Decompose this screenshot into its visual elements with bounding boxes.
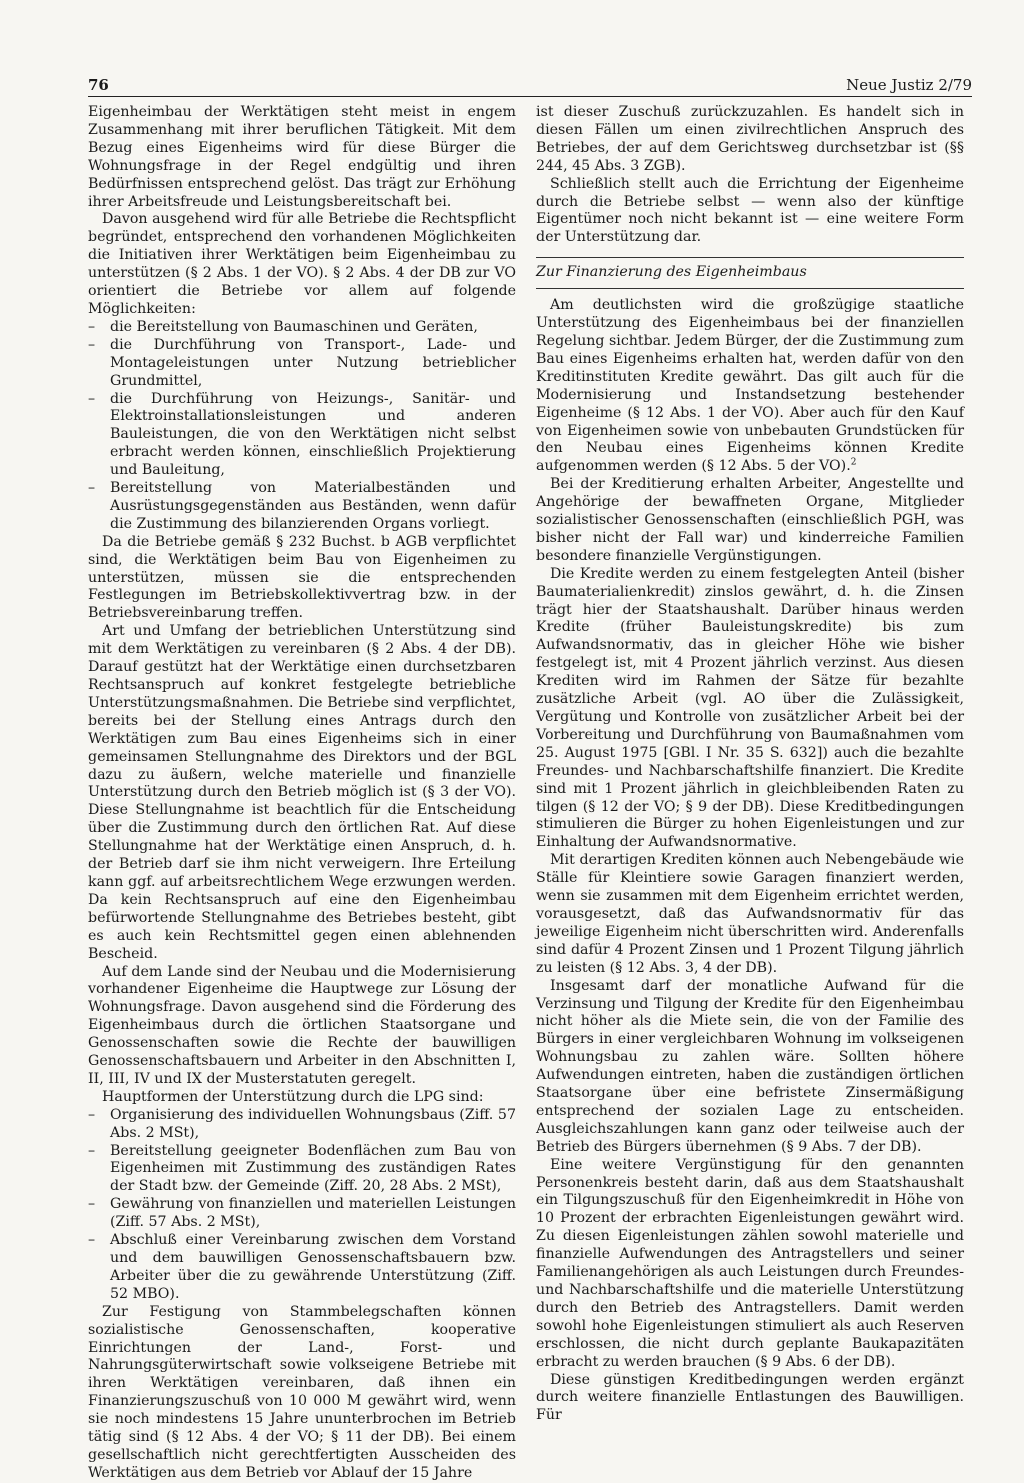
list-item: [88, 480, 516, 534]
list-item-text: Bereitstellung geeigneter Bodenflächen zum Bau von Eigenheimen mit Zustimmung des zuständigen Rates der Stadt bzw. der Gemeinde (Ziff. 20, 28 Abs. 2 MSt),: [110, 1142, 516, 1195]
footnote-marker[interactable]: 2: [850, 457, 857, 468]
dash-bullet: –: [88, 1232, 96, 1249]
paragraph: Bei der Kreditierung erhalten Arbeiter, Angestellte und Angehörige der bewaffneten Organe, Mitglieder sozialistischer Genossenschaften (einschließlich PGH, was bisher nicht der Fall war) und kinderreiche Familien besondere finanzielle Vergünstigungen.: [536, 476, 964, 564]
paragraph: Schließlich stellt auch die Errichtung der Eigenheime durch die Betriebe selbst — wenn also der künftige Eigentümer noch nicht bekannt ist — eine weitere Form der Unterstützung dar.: [536, 175, 964, 246]
header-rule: [88, 96, 972, 97]
paragraph: Mit derartigen Krediten können auch Nebengebäude wie Ställe für Kleintiere sowie Garagen finanziert werden, wenn sie zusammen mit dem Eigenheim errichtet werden, vorausgesetzt, daß das Aufwandsnormativ für das jeweilige Eigenheim nicht überschritten wird. Anderenfalls sind dafür 4 Prozent Zinsen und 1 Prozent Tilgung jährlich zu leisten (§ 12 Abs. 3, 4 der DB).: [536, 852, 964, 976]
list-item: [88, 337, 516, 391]
section-rule: [536, 257, 964, 258]
dash-bullet: –: [88, 1106, 96, 1123]
page-number: 76: [88, 76, 109, 94]
paragraph: Eigenheimbau der Werktätigen steht meist in engem Zusammenhang mit ihrer beruflichen Tätigkeit. Mit dem Bezug eines Eigenheims wird für diese Bürger die Wohnungsfrage in der Regel endgültig und ihren Bedürfnissen entsprechend gelöst. Das trägt zur Erhöhung ihrer Arbeitsfreude und Leistungsbereitschaft bei.: [88, 104, 516, 210]
section-heading-block: [536, 257, 964, 289]
list-item-text: Gewährung von finanziellen und materiellen Leistungen (Ziff. 57 Abs. 2 MSt),: [110, 1196, 516, 1231]
paragraph: Zur Festigung von Stammbelegschaften können sozialistische Genossenschaften, kooperative Einrichtungen der Land-, Forst- und Nahrungsgüterwirtschaft sowie volkseigene Betriebe mit ihren Werktätigen vereinbaren, daß ihnen ein Finanzierungszuschuß von 10 000 M gewährt wird, wenn sie noch mindestens 15 Jahre ununterbrochen im Betrieb tätig sind (§ 12 Abs. 4 der VO; § 11 der DB). Bei einem gesellschaftlich nicht gerechtfertigten Ausscheiden des Werktätigen aus dem Betrieb vor Ablauf der 15 Jahre: [88, 1303, 516, 1481]
list-item-text: Abschluß einer Vereinbarung zwischen dem Vorstand und dem bauwilligen Genossenschaftsbauern bzw. Arbeiter über die zu gewährende Unterstützung (Ziff. 52 MBO).: [110, 1232, 516, 1302]
paragraph: Art und Umfang der betrieblichen Unterstützung sind mit dem Werktätigen zu vereinbaren (§ 2 Abs. 4 der DB). Darauf gestützt hat der Werktätige einen durchsetzbaren Rechtsanspruch auf konkret festgelegte betriebliche Unterstützungsmaßnahmen. Die Betriebe sind verpflichtet, bereits bei der Stellung eines Antrags durch den Werktätigen zum Bau eines Eigenheims sich in einer gemeinsamen Stellungnahme des Direktors und der BGL dazu zu äußern, welche materielle und finanzielle Unterstützung durch den Betrieb möglich ist (§ 3 der VO). Diese Stellungnahme ist beachtlich für die Entscheidung über die Zustimmung durch den örtlichen Rat. Auf diese Stellungnahme hat der Werktätige einen Anspruch, d. h. der Betrieb darf sie ihm nicht verweigern. Ihre Erteilung kann ggf. auf arbeitsrechtlichem Wege erzwungen werden. Da kein Rechtsanspruch auf eine den Eigenheimbau befürwortende Stellungnahme des Betriebes besteht, gibt es auch kein Rechtsmittel gegen einen ablehnenden Bescheid.: [88, 623, 516, 962]
list-item-text: Organisierung des individuellen Wohnungsbaus (Ziff. 57 Abs. 2 MSt),: [110, 1106, 516, 1141]
paragraph: Insgesamt darf der monatliche Aufwand für die Verzinsung und Tilgung der Kredite für den Eigenheimbau nicht höher als die Miete sein, die von der Familie des Bürgers in einer vergleichbaren Wohnung im volkseigenen Wohnungsbau zu zahlen wäre. Sollten höhere Aufwendungen eintreten, haben die zuständigen örtlichen Staatsorgane über eine befristete Zinsermäßigung entsprechend der sozialen Lage zu entscheiden. Ausgleichszahlungen kann ganz oder teilweise auch der Betrieb des Bürgers übernehmen (§ 9 Abs. 7 der DB).: [536, 977, 964, 1155]
list-item: [88, 1232, 516, 1304]
paragraph: Da die Betriebe gemäß § 232 Buchst. b AGB verpflichtet sind, die Werktätigen beim Bau von Eigenheimen zu unterstützen, müssen sie die entsprechenden Festlegungen im Betriebskollektivvertrag bzw. in der Betriebsvereinbarung treffen.: [88, 533, 516, 622]
list-item: [88, 391, 516, 481]
dash-bullet: –: [88, 318, 96, 335]
list-item-text: die Durchführung von Heizungs-, Sanitär- und Elektroinstallationsleistungen und anderen Bauleistungen, die von den Werktätigen nicht selbst erbracht werden können, einschließlich Projektierung und Bauleitung,: [110, 390, 516, 479]
journal-issue: Neue Justiz 2/79: [846, 76, 972, 94]
dash-bullet: –: [88, 336, 96, 353]
list-item: [88, 1107, 516, 1143]
paragraph: Diese günstigen Kreditbedingungen werden ergänzt durch weitere finanzielle Entlastungen des Bauwilligen. Für: [536, 1371, 964, 1424]
paragraph: [536, 297, 964, 476]
dash-bullet: –: [88, 390, 96, 407]
section-rule: [536, 288, 964, 289]
dash-bullet: –: [88, 1196, 96, 1213]
paragraph: Auf dem Lande sind der Neubau und die Modernisierung vorhandener Eigenheime die Hauptwege zur Lösung der Wohnungsfrage. Davon ausgehend sind die Förderung des Eigenheimbaus durch die örtlichen Staatsorgane und Genossenschaften sowie die Rechte der bauwilligen Genossenschaftsbauern und Arbeiter in den Abschnitten I, II, III, IV und IX der Musterstatuten geregelt.: [88, 963, 516, 1087]
paragraph: Hauptformen der Unterstützung durch die LPG sind:: [102, 1088, 484, 1105]
list-item: [88, 1143, 516, 1197]
page-header: [88, 76, 972, 98]
section-heading: Zur Finanzierung des Eigenheimbaus: [536, 264, 807, 281]
list-item-text: Bereitstellung von Materialbeständen und Ausrüstungsgegenständen aus Beständen, wenn dafür die Zustimmung des bilanzierenden Organs vorliegt.: [110, 480, 516, 532]
bullet-list: [88, 319, 516, 534]
dash-bullet: –: [88, 480, 96, 497]
list-item-text: die Durchführung von Transport-, Lade- und Montageleistungen unter Nutzung betrieblicher Grundmittel,: [110, 336, 516, 389]
list-item: [88, 1196, 516, 1232]
list-item: [88, 319, 516, 337]
paragraph: Die Kredite werden zu einem festgelegten Anteil (bisher Baumaterialienkredit) zinslos gewährt, d. h. die Zinsen trägt hier der Staatshaushalt. Darüber hinaus werden Kredite (früher Bauleistungskredite) bis zum Aufwandsnormativ, das in gleicher Höhe wie bisher festgelegt ist, mit 4 Prozent jährlich verzinst. Aus diesen Krediten wird im Rahmen der Sätze für bezahlte zusätzliche Arbeit (vgl. AO über die Zulässigkeit, Vergütung und Kontrolle von zusätzlicher Arbeit bei der Vorbereitung und Durchführung von Baumaßnahmen vom 25. August 1975 [GBl. I Nr. 35 S. 632]) auch die bezahlte Freundes- und Nachbarschaftshilfe finanziert. Die Kredite sind mit 1 Prozent jährlich in gleichbleibenden Raten zu tilgen (§ 12 der VO; § 9 der DB). Diese Kreditbedingungen stimulieren die Bürger zu hohen Eigenleistungen und zur Einhaltung der Aufwandsnormative.: [536, 565, 964, 851]
paragraph: ist dieser Zuschuß zurückzuzahlen. Es handelt sich in diesen Fällen um einen zivilrechtlichen Anspruch des Betriebes, der auf dem Gerichtsweg durchsetzbar ist (§§ 244, 45 Abs. 3 ZGB).: [536, 104, 964, 174]
list-item-text: die Bereitstellung von Baumaschinen und Geräten,: [110, 318, 478, 335]
paragraph: Davon ausgehend wird für alle Betriebe die Rechtspflicht begründet, entsprechend den vorhandenen Möglichkeiten die Initiativen ihrer Werktätigen beim Eigenheimbau zu unterstützen (§ 2 Abs. 1 der VO). § 2 Abs. 4 der DB zur VO orientiert die Betriebe vor allem auf folgende Möglichkeiten:: [88, 211, 516, 317]
dash-bullet: –: [88, 1142, 96, 1159]
left-column: [88, 104, 516, 1483]
right-column: [536, 104, 964, 1425]
paragraph-text: Am deutlichsten wird die großzügige staatliche Unterstützung des Eigenheimbaus bei der finanziellen Regelung sichtbar. Jedem Bürger, der die Zustimmung zum Bau eines Eigenheims erhalten hat, werden dafür von den Kreditinstituten Kredite gewährt. Das gilt auch für die Modernisierung und Instandsetzung bestehender Eigenheime (§ 12 Abs. 1 der VO). Aber auch für den Kauf von Eigenheimen sowie von unbebauten Grundstücken für den Neubau eines Eigenheims können Kredite aufgenommen werden (§ 12 Abs. 5 der VO).: [536, 297, 964, 475]
bullet-list: [88, 1107, 516, 1304]
paragraph: Eine weitere Vergünstigung für den genannten Personenkreis besteht darin, daß aus dem Staatshaushalt ein Tilgungszuschuß für den Eigenheimkredit in Höhe von 10 Prozent der erbrachten Eigenleistungen gewährt wird. Zu diesen Eigenleistungen zählen sowohl materielle und finanzielle Aufwendungen des Antragstellers und seiner Familienangehörigen als auch Leistungen durch Freundes- und Nachbarschaftshilfe und die materielle Unterstützung durch den Betrieb des Antragstellers. Damit werden sowohl hohe Eigenleistungen stimuliert als auch Reserven erschlossen, die nicht durch geplante Baukapazitäten erbracht zu werden brauchen (§ 9 Abs. 6 der DB).: [536, 1156, 964, 1370]
